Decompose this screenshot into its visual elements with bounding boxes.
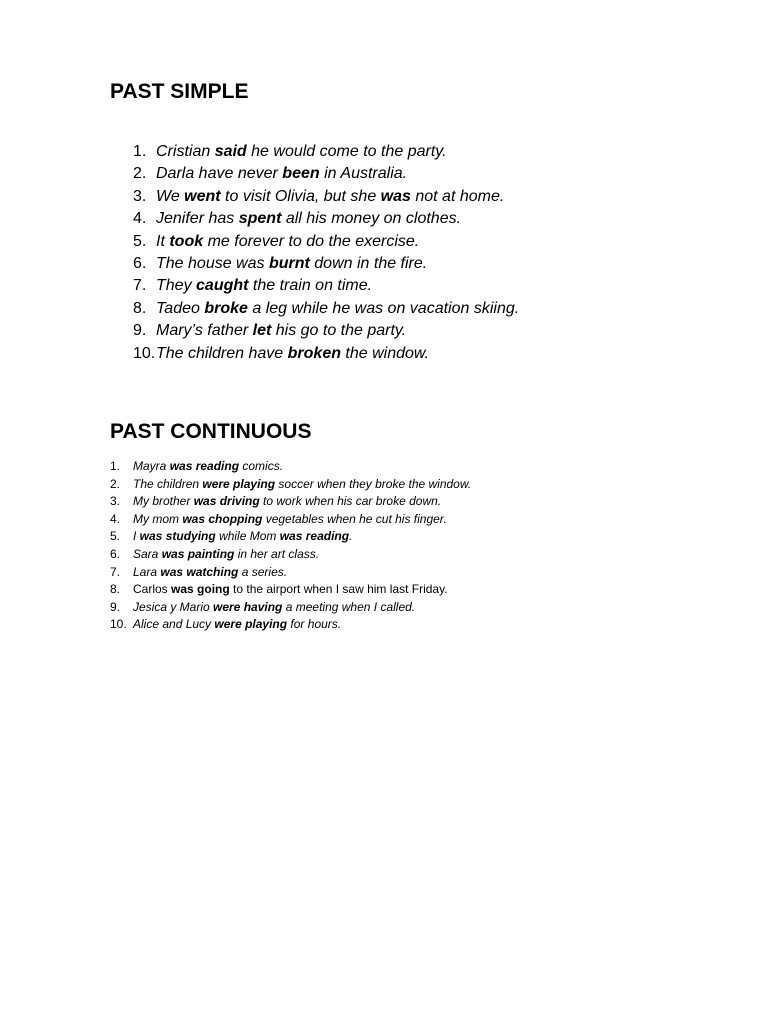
item-verb: was watching <box>160 564 239 579</box>
item-text: soccer when they broke the window. <box>275 476 472 491</box>
list-item <box>133 320 519 342</box>
list-item <box>110 599 471 617</box>
item-text: The house was <box>156 255 269 273</box>
item-verb: was studying <box>139 529 216 544</box>
item-text: a leg while he was on vacation skiing. <box>247 299 520 317</box>
past-simple-list <box>133 141 519 365</box>
item-number: 5. <box>133 232 147 250</box>
list-item <box>133 275 519 297</box>
item-text: a series. <box>238 564 288 579</box>
item-text: Tadeo <box>156 299 205 317</box>
item-verb: was driving <box>193 494 260 509</box>
item-number: 10. <box>110 617 127 632</box>
item-verb: was <box>380 187 411 205</box>
list-item <box>133 141 519 163</box>
item-verb: was reading <box>169 459 240 473</box>
item-text: me forever to do the exercise. <box>203 232 420 250</box>
item-number: 1. <box>110 459 121 473</box>
item-text: We <box>156 187 185 205</box>
item-number: 10. <box>133 344 156 362</box>
item-text: vegetables when he cut his finger. <box>262 511 447 526</box>
item-verb: were having <box>213 599 283 614</box>
item-text: It <box>156 232 170 250</box>
item-text: The children have <box>156 344 288 362</box>
item-verb: said <box>214 143 247 160</box>
item-text: the window. <box>340 344 430 362</box>
list-item <box>133 343 519 365</box>
list-item <box>110 528 471 546</box>
item-number: 2. <box>133 165 147 183</box>
item-number: 7. <box>110 564 121 579</box>
item-text: comics. <box>239 459 284 473</box>
item-number: 2. <box>110 476 121 491</box>
item-text: in Australia. <box>319 165 408 183</box>
item-verb: let <box>252 322 272 340</box>
item-verb: broke <box>204 299 248 317</box>
item-text: all his money on clothes. <box>281 210 462 228</box>
item-text: The children <box>133 476 203 491</box>
item-text: Alice and Lucy <box>133 617 215 632</box>
item-text: Sara <box>133 546 162 561</box>
item-text: Mayra <box>133 459 170 473</box>
item-text: to visit Olivia, but she <box>220 187 381 205</box>
item-number: 4. <box>110 511 121 526</box>
item-text: My brother <box>133 494 194 509</box>
item-text: I <box>133 529 140 544</box>
item-number: 9. <box>133 322 147 340</box>
list-item <box>110 546 471 564</box>
list-item <box>110 616 471 634</box>
item-text: Darla have never <box>156 165 283 183</box>
item-number: 5. <box>110 529 121 544</box>
item-text: . <box>349 529 353 544</box>
item-text: while Mom <box>215 529 280 544</box>
item-verb: went <box>184 187 221 205</box>
item-text: in her art class. <box>234 546 320 561</box>
item-text: Mary’s father <box>156 322 253 340</box>
list-item <box>110 564 471 582</box>
past-continuous-list <box>110 458 471 634</box>
item-text: to the airport when I saw him last Friday. <box>229 582 448 597</box>
list-item <box>110 458 471 476</box>
item-number: 1. <box>133 143 147 160</box>
item-number: 8. <box>110 582 121 597</box>
item-verb: was chopping <box>182 511 263 526</box>
item-text: Cristian <box>156 143 215 160</box>
list-item <box>133 163 519 185</box>
list-item <box>110 511 471 529</box>
item-verb: were playing <box>202 476 276 491</box>
item-text: They <box>156 277 197 295</box>
item-text: his go to the party. <box>271 322 407 340</box>
item-verb: broken <box>287 344 341 362</box>
item-text: Lara <box>133 564 161 579</box>
item-text: a meeting when I called. <box>282 599 416 614</box>
item-number: 6. <box>110 546 121 561</box>
item-text: Jesica y Mario <box>133 599 214 614</box>
item-verb: been <box>282 165 320 183</box>
item-number: 8. <box>133 299 147 317</box>
list-item <box>133 231 519 253</box>
item-number: 3. <box>110 494 121 509</box>
item-verb: caught <box>196 277 249 295</box>
list-item <box>133 298 519 320</box>
item-text: My mom <box>133 511 183 526</box>
item-text: to work when his car broke down. <box>259 494 442 509</box>
item-verb: were playing <box>214 617 288 632</box>
item-text: for hours. <box>287 617 342 632</box>
past-continuous-heading: PAST CONTINUOUS <box>110 420 312 443</box>
list-item <box>110 581 471 599</box>
item-text: not at home. <box>410 187 505 205</box>
item-text: the train on time. <box>248 277 373 295</box>
item-text: down in the fire. <box>309 255 428 273</box>
item-text: Carlos <box>133 582 172 597</box>
item-number: 4. <box>133 210 147 228</box>
past-simple-heading: PAST SIMPLE <box>110 80 249 103</box>
item-verb: burnt <box>268 255 310 273</box>
item-number: 9. <box>110 599 121 614</box>
item-verb: was reading <box>279 529 350 544</box>
item-number: 3. <box>133 187 147 205</box>
item-text: Jenifer has <box>156 210 239 228</box>
list-item <box>110 493 471 511</box>
item-number: 6. <box>133 255 147 273</box>
item-number: 7. <box>133 277 147 295</box>
item-verb: spent <box>238 210 282 228</box>
item-verb: took <box>169 232 204 250</box>
list-item <box>133 208 519 230</box>
list-item <box>133 186 519 208</box>
item-verb: was going <box>171 582 230 597</box>
item-text: he would come to the party. <box>246 143 447 160</box>
item-verb: was painting <box>161 546 235 561</box>
list-item <box>133 253 519 275</box>
list-item <box>110 476 471 494</box>
